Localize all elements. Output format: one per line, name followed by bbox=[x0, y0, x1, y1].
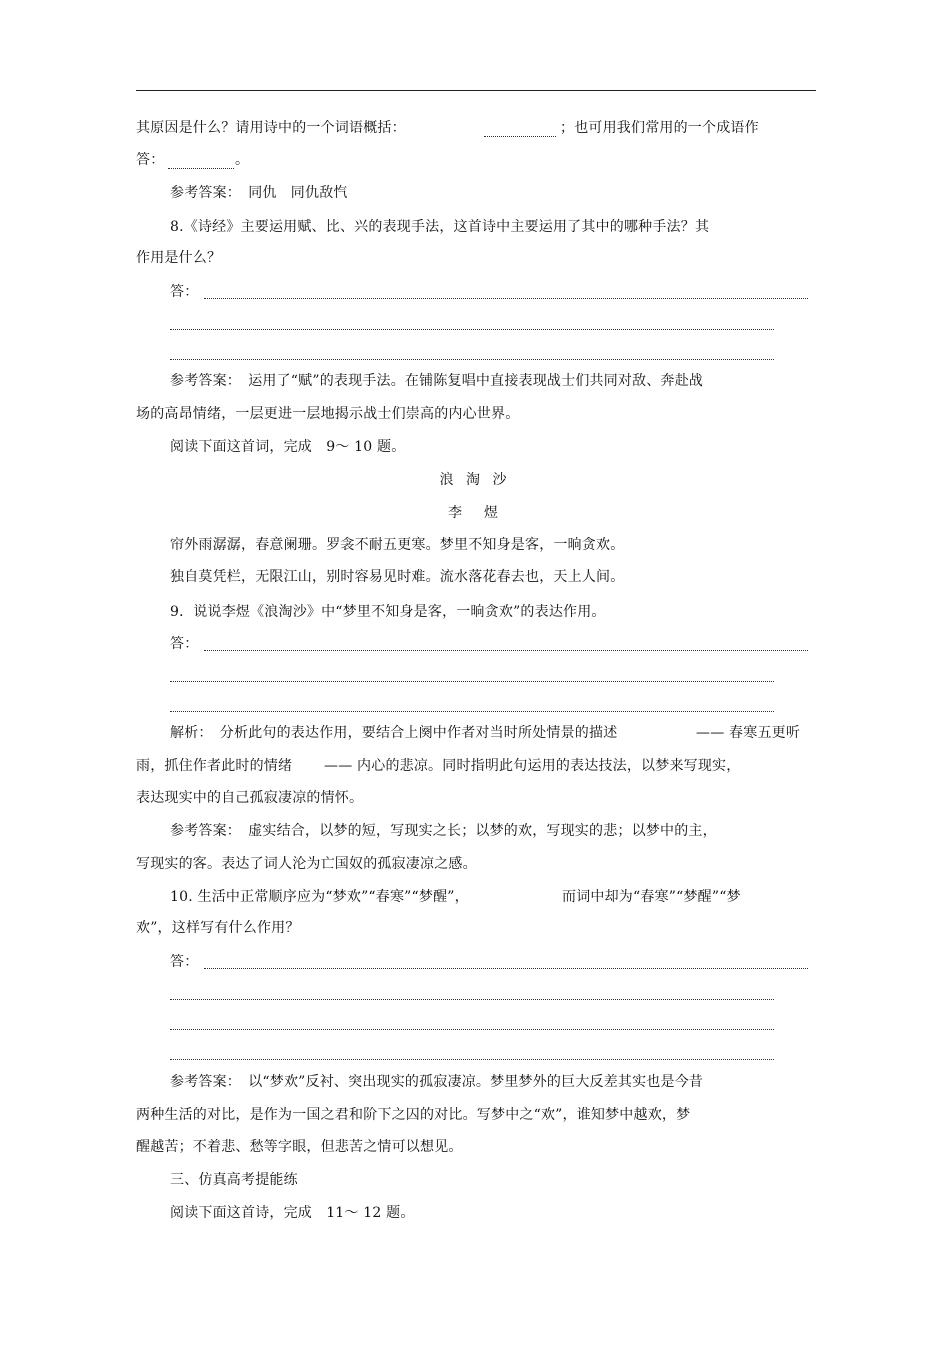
q10-question-line2: 欢”，这样写有什么作用？ bbox=[136, 920, 300, 936]
q9-analysis-line3: 表达现实中的自己孤寂凄凉的情怀。 bbox=[136, 790, 364, 806]
q7-line1-b: ；也可用我们常用的一个成语作 bbox=[560, 120, 759, 136]
q9-answer-line-3[interactable] bbox=[170, 711, 774, 712]
q7-answer: 参考答案： 同仇 同仇敌忾 bbox=[170, 185, 348, 201]
section-3-heading: 三、仿真高考提能练 bbox=[170, 1172, 298, 1188]
q9-answer-line-2[interactable] bbox=[170, 681, 774, 682]
q10-question-line1-a: 10. 生活中正常顺序应为“梦欢”“春寒”“梦醒”， bbox=[170, 889, 469, 905]
q9-analysis-line2-a: 雨，抓住作者此时的情绪 bbox=[136, 758, 293, 774]
q10-reference-line2: 两种生活的对比，是作为一国之君和阶下之囚的对比。写梦中之“欢”，谁知梦中越欢，梦 bbox=[136, 1107, 691, 1123]
q7-blank-2[interactable] bbox=[168, 168, 234, 169]
q8-answer-line-3[interactable] bbox=[170, 359, 774, 360]
q8-reference-line1: 参考答案： 运用了“赋”的表现手法。在铺陈复唱中直接表现战士们共同对敌、奔赴战 bbox=[170, 373, 704, 389]
q9-analysis-line1-a: 解析： 分析此句的表达作用，要结合上阕中作者对当时所处情景的描述 bbox=[170, 725, 618, 741]
q10-answer-line-2[interactable] bbox=[170, 999, 774, 1000]
q8-reference-line2: 场的高昂情绪，一层更进一层地揭示战士们崇高的内心世界。 bbox=[136, 406, 520, 422]
q9-reference-line1: 参考答案： 虚实结合，以梦的短，写现实之长；以梦的欢，写现实的悲；以梦中的主， bbox=[170, 823, 717, 839]
poem-title: 浪 淘 沙 bbox=[439, 472, 511, 488]
q7-line2-b: 。 bbox=[235, 152, 250, 168]
intro-9-10: 阅读下面这首词，完成 9～ 10 题。 bbox=[170, 439, 406, 455]
poem-line-2: 独自莫凭栏，无限江山，别时容易见时难。流水落花春去也，天上人间。 bbox=[170, 569, 625, 585]
q10-answer-line-3[interactable] bbox=[170, 1029, 774, 1030]
q10-answer-line-4[interactable] bbox=[170, 1059, 774, 1060]
header-rule bbox=[136, 90, 816, 91]
q9-answer-label: 答： bbox=[170, 636, 199, 652]
q8-answer-label: 答： bbox=[170, 284, 199, 300]
q7-line1-a: 其原因是什么？请用诗中的一个词语概括： bbox=[136, 120, 406, 136]
q10-reference-line1: 参考答案： 以“梦欢”反衬、突出现实的孤寂凄凉。梦里梦外的巨大反差其实也是今昔 bbox=[170, 1074, 704, 1090]
q10-reference-line3: 醒越苦；不着悲、愁等字眼，但悲苦之情可以想见。 bbox=[136, 1139, 463, 1155]
q7-line2-a: 答： bbox=[136, 152, 165, 168]
q8-answer-line-2[interactable] bbox=[170, 329, 774, 330]
poem-author: 李 煜 bbox=[448, 505, 502, 521]
q10-answer-line-1[interactable] bbox=[204, 968, 808, 969]
intro-11-12: 阅读下面这首诗，完成 11～ 12 题。 bbox=[170, 1205, 415, 1221]
q7-blank-1[interactable] bbox=[484, 136, 556, 137]
q8-question-line2: 作用是什么？ bbox=[136, 250, 222, 266]
q8-answer-line-1[interactable] bbox=[204, 298, 808, 299]
poem-line-1: 帘外雨潺潺，春意阑珊。罗衾不耐五更寒。梦里不知身是客，一晌贪欢。 bbox=[170, 537, 625, 553]
q10-question-line1-b: 而词中却为“春寒”“梦醒”“梦 bbox=[562, 889, 741, 905]
q9-question: 9．说说李煜《浪淘沙》中“梦里不知身是客，一晌贪欢”的表达作用。 bbox=[170, 604, 606, 620]
q9-analysis-line1-b: —— 春寒五更听 bbox=[696, 725, 801, 741]
q8-question-line1: 8.《诗经》主要运用赋、比、兴的表现手法，这首诗中主要运用了其中的哪种手法？其 bbox=[170, 219, 710, 235]
q9-answer-line-1[interactable] bbox=[204, 650, 808, 651]
q9-reference-line2: 写现实的客。表达了词人沦为亡国奴的孤寂凄凉之感。 bbox=[136, 856, 477, 872]
q10-answer-label: 答： bbox=[170, 954, 199, 970]
q9-analysis-line2-b: —— 内心的悲凉。同时指明此句运用的表达技法，以梦来写现实， bbox=[324, 758, 741, 774]
